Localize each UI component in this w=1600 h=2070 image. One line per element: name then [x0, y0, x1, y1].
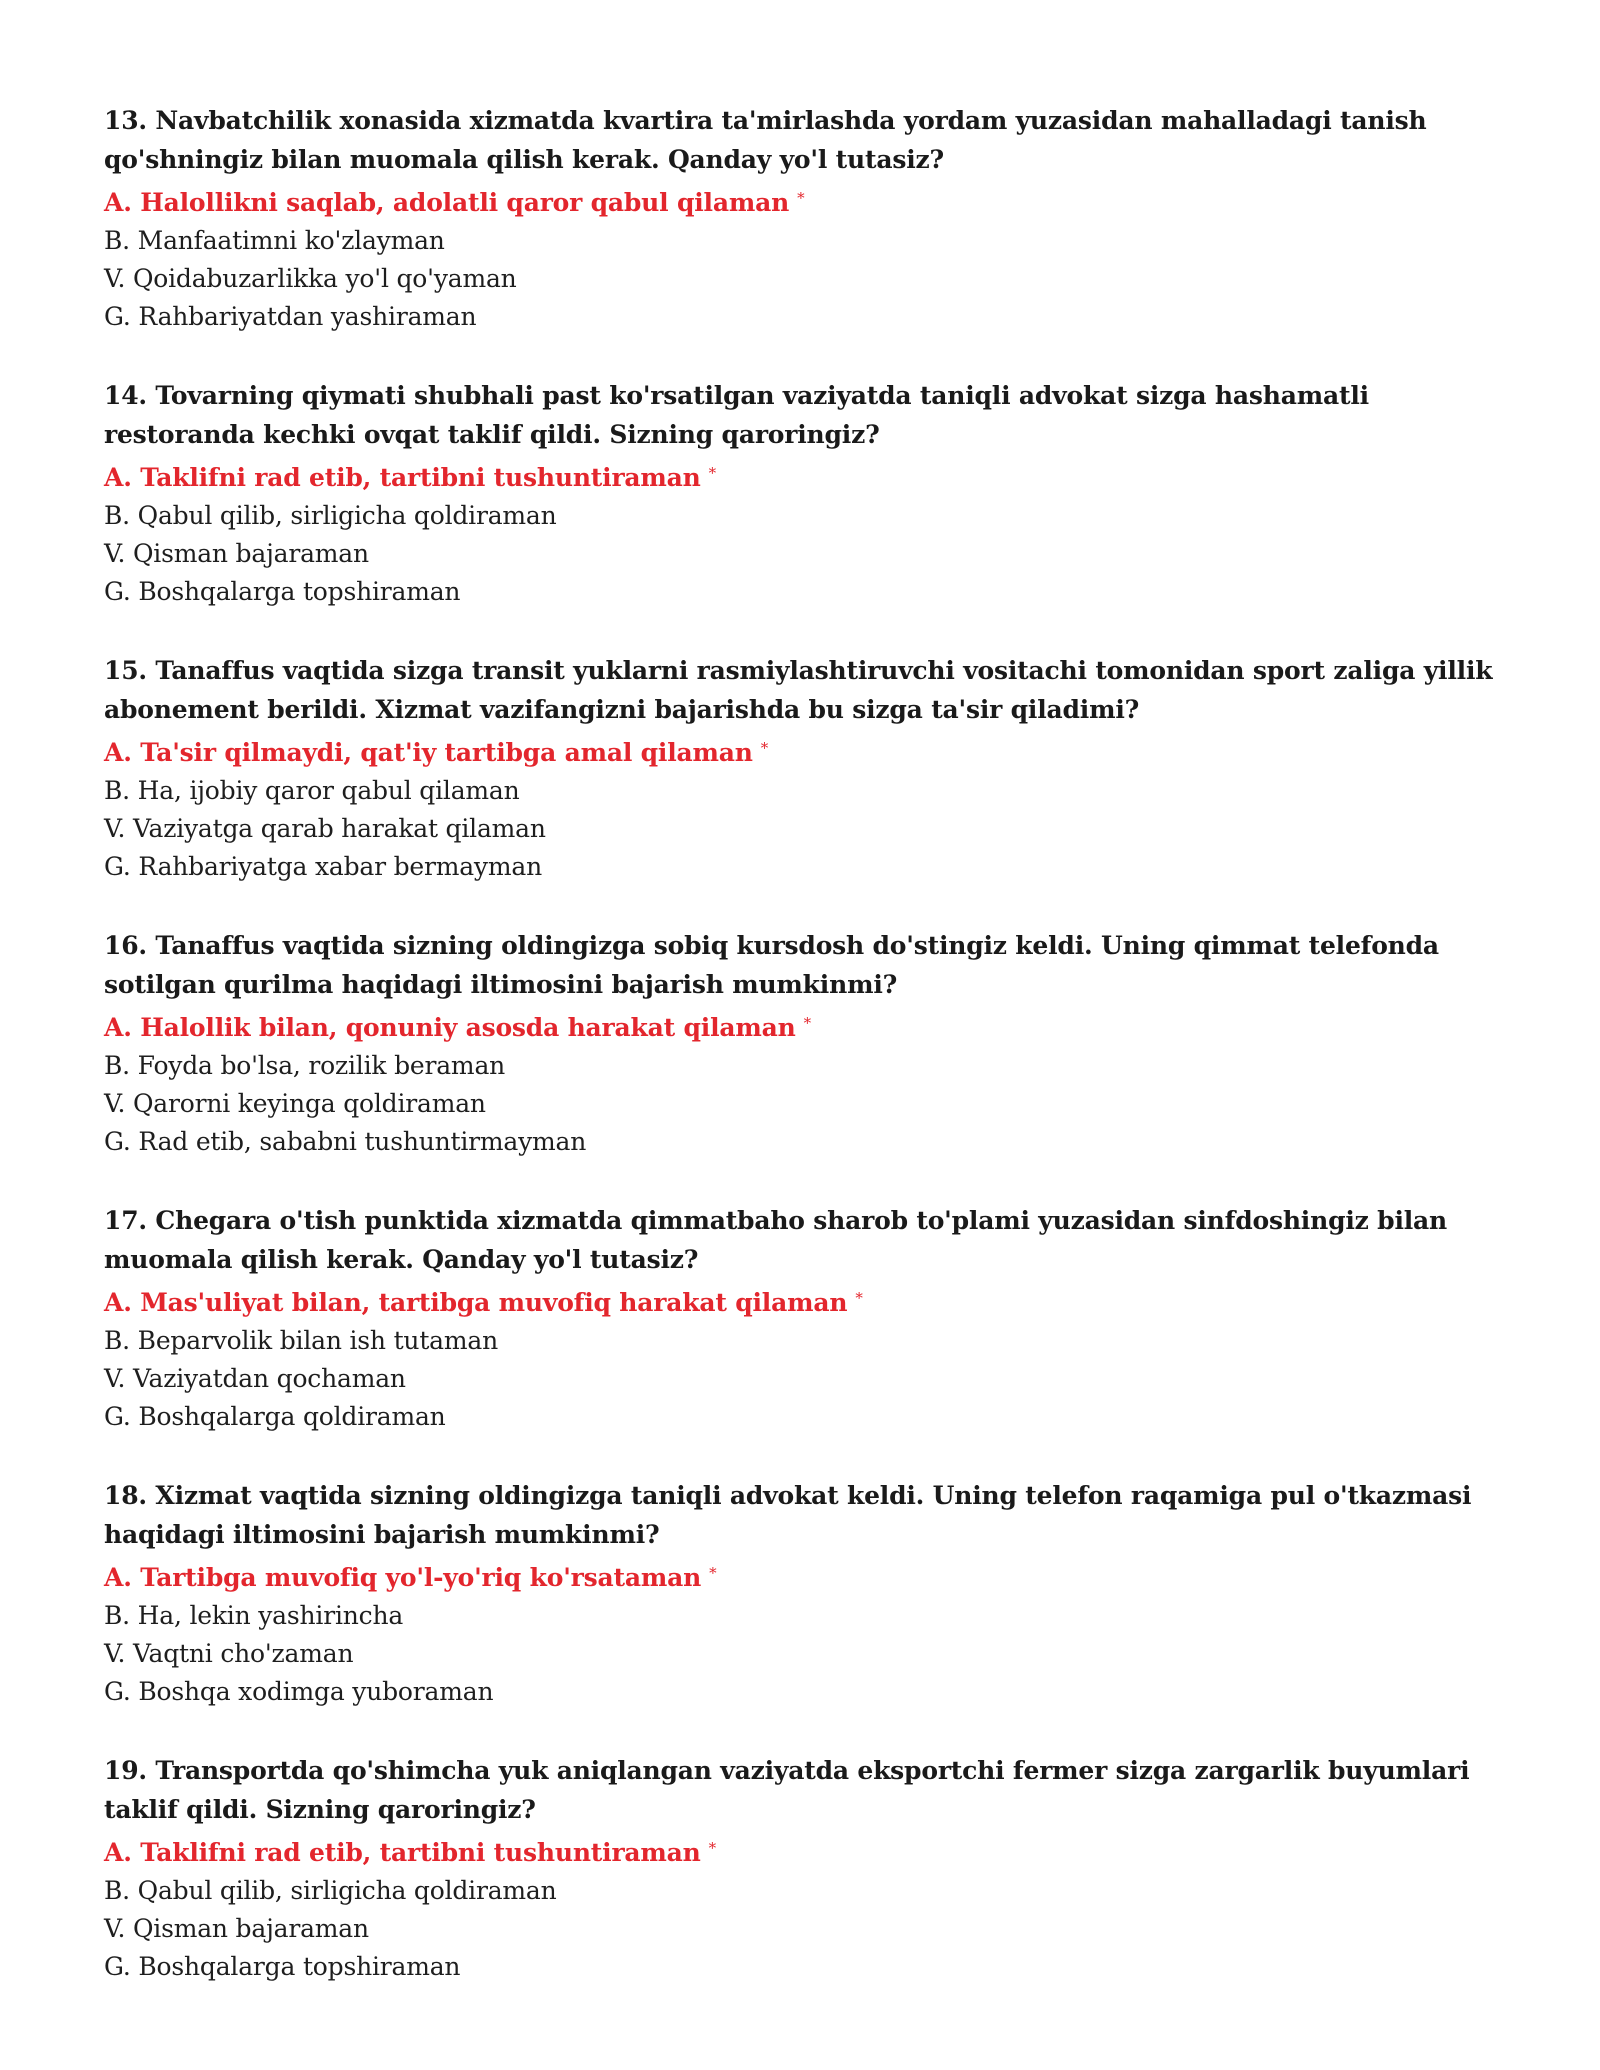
answer-option: V. Vaziyatga qarab harakat qilaman	[104, 814, 546, 843]
answer-option: V. Qarorni keyinga qoldiraman	[104, 1089, 486, 1118]
correct-answer	[104, 1279, 1504, 1322]
question-text: 13. Navbatchilik xonasida xizmatda kvartira ta'mirlashda yordam yuzasidan mahalladagi tanish qo'shningiz bilan muomala qilish kerak. Qanday yo'l tutasiz?	[104, 106, 1427, 174]
answer-label: A. Mas'uliyat bilan, tartibga muvofiq harakat qilaman	[104, 1288, 848, 1317]
answer-label: A. Halollik bilan, qonuniy asosda harakat qilaman	[104, 1013, 796, 1042]
question-text: 16. Tanaffus vaqtida sizning oldingizga sobiq kursdosh do'stingiz keldi. Uning qimmat telefonda sotilgan qurilma haqidagi iltimosini bajarish mumkinmi?	[104, 931, 1439, 999]
answer-option: B. Beparvolik bilan ish tutaman	[104, 1326, 498, 1355]
question-text: 17. Chegara o'tish punktida xizmatda qimmatbaho sharob to'plami yuzasidan sinfdoshingiz bilan muomala qilish kerak. Qanday yo'l tutasiz?	[104, 1206, 1448, 1274]
answer-option: B. Foyda bo'lsa, rozilik beraman	[104, 1051, 506, 1080]
answer-option: B. Qabul qilib, sirligicha qoldiraman	[104, 501, 557, 530]
answer-option: G. Rad etib, sababni tushuntirmayman	[104, 1127, 587, 1156]
answer-option: V. Vaziyatdan qochaman	[104, 1364, 406, 1393]
correct-answer	[104, 179, 1504, 222]
correct-answer	[104, 1004, 1504, 1047]
answer-option: V. Qisman bajaraman	[104, 1914, 369, 1943]
answer-option: B. Manfaatimni ko'zlayman	[104, 226, 445, 255]
answer-option: G. Boshqalarga topshiraman	[104, 577, 461, 606]
correct-marker: *	[855, 1289, 863, 1307]
question-list	[104, 101, 1504, 2026]
correct-marker: *	[760, 739, 769, 757]
answer-label: A. Tartibga muvofiq yo'l-yo'riq ko'rsataman	[104, 1563, 702, 1592]
question-text: 15. Tanaffus vaqtida sizga transit yuklarni rasmiylashtiruvchi vositachi tomonidan sport zaliga yillik abonement berildi. Xizmat vazifangizni bajarishda bu sizga ta'sir qiladimi?	[104, 656, 1493, 724]
answer-option: G. Rahbariyatdan yashiraman	[104, 302, 477, 331]
question-text: 14. Tovarning qiymati shubhali past ko'rsatilgan vaziyatda taniqli advokat sizga hashamatli restoranda kechki ovqat taklif qildi. Sizning qaroringiz?	[104, 381, 1369, 449]
answer-option: B. Qabul qilib, sirligicha qoldiraman	[104, 1876, 557, 1905]
answer-option: G. Boshqa xodimga yuboraman	[104, 1677, 494, 1706]
correct-marker: *	[708, 1839, 716, 1857]
answer-option: B. Ha, lekin yashirincha	[104, 1601, 404, 1630]
answer-option: G. Rahbariyatga xabar bermayman	[104, 852, 542, 881]
answer-option: V. Qisman bajaraman	[104, 539, 369, 568]
correct-marker: *	[797, 189, 805, 207]
answer-label: A. Halollikni saqlab, adolatli qaror qabul qilaman	[104, 188, 790, 217]
correct-answer	[104, 1554, 1504, 1597]
answer-option: V. Vaqtni cho'zaman	[104, 1639, 354, 1668]
answer-option: G. Boshqalarga topshiraman	[104, 1952, 461, 1981]
answer-label: A. Taklifni rad etib, tartibni tushuntiraman	[104, 1838, 701, 1867]
question-text: 18. Xizmat vaqtida sizning oldingizga taniqli advokat keldi. Uning telefon raqamiga pul o'tkazmasi haqidagi iltimosini bajarish mumkinmi?	[104, 1481, 1472, 1549]
correct-answer	[104, 1829, 1504, 1872]
question-13	[104, 101, 1504, 336]
question-text: 19. Transportda qo'shimcha yuk aniqlangan vaziyatda eksportchi fermer sizga zargarlik buyumlari taklif qildi. Sizning qaroringiz?	[104, 1756, 1470, 1824]
correct-marker: *	[708, 464, 716, 482]
correct-marker: *	[709, 1564, 717, 1582]
correct-answer	[104, 454, 1504, 497]
answer-label: A. Taklifni rad etib, tartibni tushuntiraman	[104, 463, 701, 492]
answer-option: V. Qoidabuzarlikka yo'l qo'yaman	[104, 264, 517, 293]
question-19	[104, 1751, 1504, 1986]
question-18	[104, 1476, 1504, 1711]
correct-marker: *	[803, 1014, 811, 1032]
question-16	[104, 926, 1504, 1161]
answer-option: G. Boshqalarga qoldiraman	[104, 1402, 446, 1431]
correct-answer	[104, 729, 1504, 772]
question-17	[104, 1201, 1504, 1436]
question-15	[104, 651, 1504, 886]
question-14	[104, 376, 1504, 611]
answer-label: A. Ta'sir qilmaydi, qat'iy tartibga amal qilaman	[104, 738, 753, 767]
answer-option: B. Ha, ijobiy qaror qabul qilaman	[104, 776, 520, 805]
